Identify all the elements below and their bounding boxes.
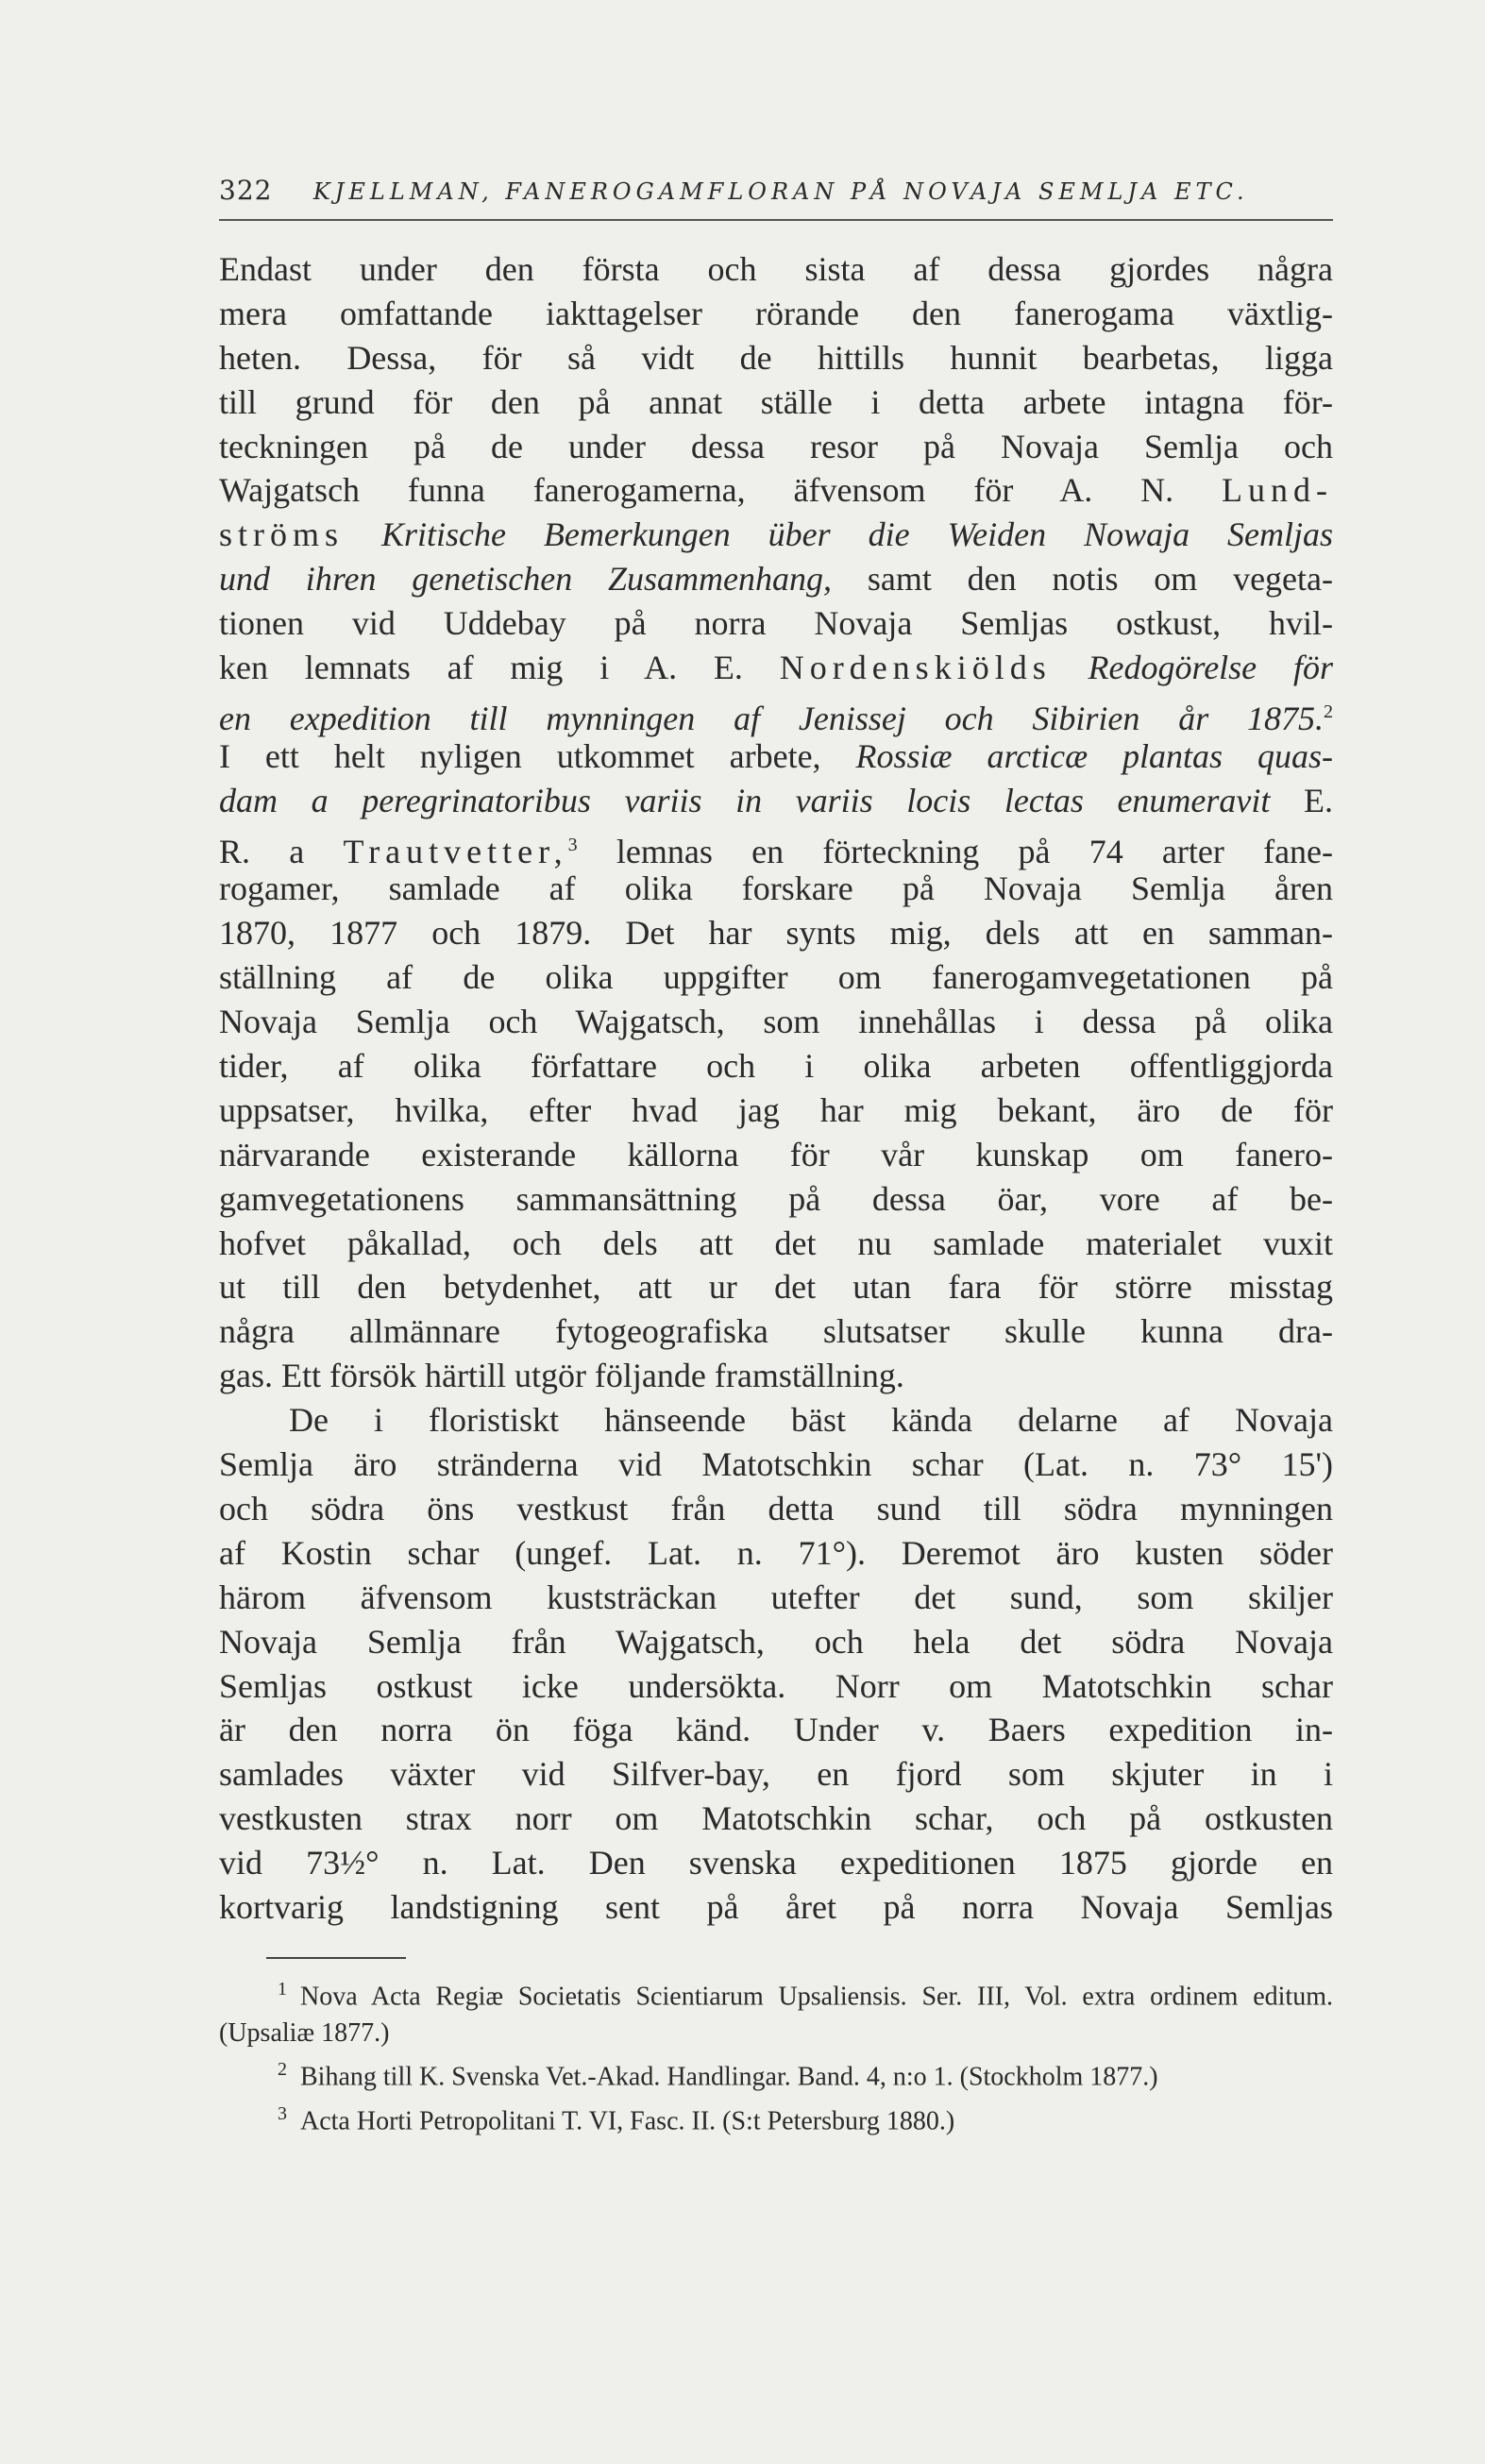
text-line: ställning af de olika uppgifter om fanerogamvegetationen på xyxy=(219,958,1333,997)
text-line: närvarande existerande källorna för vår kunskap om fanero- xyxy=(219,1135,1333,1173)
text-line xyxy=(219,646,1333,690)
text-line xyxy=(219,690,1333,737)
text-line: gas. Ett försök härtill utgör följande framställning. xyxy=(219,1357,904,1395)
text-line: heten. Dessa, för så vidt de hittills hunnit bearbetas, ligga xyxy=(219,338,1333,377)
text-line xyxy=(219,557,1333,601)
text-line xyxy=(219,779,1333,823)
footnote-ref: 3 xyxy=(567,834,578,855)
text-segment: Wajgatsch funna fanerogamerna, äfvensom för A. N. xyxy=(219,471,1174,510)
text-line: De i floristiskt hänseende bäst kända delarne af Novaja xyxy=(289,1401,1333,1440)
text-line: vid 73½° n. Lat. Den svenska expeditionen 1875 gjorde en xyxy=(219,1844,1333,1882)
text-line xyxy=(219,468,1333,513)
running-title: KJELLMAN, FANEROGAMFLORAN PÅ NOVAJA SEMLJA ETC. xyxy=(312,178,1249,205)
text-line: rogamer, samlade af olika forskare på Novaja Semlja åren xyxy=(219,869,1333,908)
text-line xyxy=(219,513,1333,557)
text-segment: R. a xyxy=(219,832,305,870)
footnote xyxy=(219,1971,1333,2051)
text-line: uppsatser, hvilka, efter hvad jag har mig bekant, äro de för xyxy=(219,1090,1333,1129)
author-name: Trautvetter, xyxy=(343,832,568,870)
work-title: Kritische Bemerkungen über die Weiden Nowaja Semljas xyxy=(380,515,1333,554)
author-name: ströms xyxy=(219,515,345,554)
page-number: 322 xyxy=(219,175,273,206)
work-title: en expedition till mynningen af Jenissej och Sibirien år 1875. xyxy=(219,699,1324,737)
text-line: af Kostin schar (ungef. Lat. n. 71°). Deremot äro kusten söder xyxy=(219,1533,1333,1572)
header-rule xyxy=(219,219,1333,221)
work-title: Rossiæ arcticæ plantas quas- xyxy=(855,736,1333,775)
text-segment: samt den notis om vegeta- xyxy=(867,560,1333,599)
text-line: ut till den betydenhet, att ur det utan fara för större misstag xyxy=(219,1268,1333,1307)
footnote-mark: 2 xyxy=(278,2059,287,2081)
text-line: några allmännare fytogeografiska slutsatser skulle kunna dra- xyxy=(219,1312,1333,1351)
text-line: hofvet påkallad, och dels att det nu samlade materialet vuxit xyxy=(219,1224,1333,1262)
text-line: är den norra ön föga känd. Under v. Baers expedition in- xyxy=(219,1711,1333,1749)
author-name: Lund- xyxy=(1222,471,1333,510)
text-line: kortvarig landstigning sent på året på norra Novaja Semljas xyxy=(219,1887,1333,1926)
text-segment: E. xyxy=(1304,781,1333,819)
running-header xyxy=(219,175,1333,206)
text-line: Novaja Semlja från Wajgatsch, och hela det södra Novaja xyxy=(219,1622,1333,1661)
footnote-mark: 3 xyxy=(278,2103,287,2125)
text-line: gamvegetationens sammansättning på dessa öar, vore af be- xyxy=(219,1179,1333,1218)
footnote-text: Nova Acta Regiæ Societatis Scientiarum Upsaliensis. Ser. III, Vol. extra ordinem editum. (Upsaliæ 1877.) xyxy=(219,1982,1333,2048)
text-line: 1870, 1877 och 1879. Det har synts mig, dels att en samman- xyxy=(219,914,1333,953)
text-line: och södra öns vestkust från detta sund till södra mynningen xyxy=(219,1489,1333,1527)
text-line: samlades växter vid Silfver-bay, en fjord som skjuter in i xyxy=(219,1755,1333,1794)
text-line: tionen vid Uddebay på norra Novaja Semljas ostkust, hvil- xyxy=(219,604,1333,643)
footnote-ref: 2 xyxy=(1324,700,1333,722)
text-line: Novaja Semlja och Wajgatsch, som innehållas i dessa på olika xyxy=(219,1003,1333,1041)
footnotes xyxy=(219,1971,1333,2140)
text-line: Semljas ostkust icke undersökta. Norr om Matotschkin schar xyxy=(219,1666,1333,1705)
text-line: härom äfvensom kuststräckan utefter det sund, som skiljer xyxy=(219,1578,1333,1616)
footnote xyxy=(219,2096,1333,2140)
text-line: tider, af olika författare och i olika arbeten offentliggjorda xyxy=(219,1047,1333,1086)
footnote-text: Bihang till K. Svenska Vet.-Akad. Handlingar. Band. 4, n:o 1. (Stockholm 1877.) xyxy=(300,2062,1158,2092)
text-segment: lemnas en förteckning på 74 arter fane- xyxy=(616,832,1334,870)
text-line xyxy=(219,734,1333,779)
text-line: vestkusten strax norr om Matotschkin schar, och på ostkusten xyxy=(219,1799,1333,1838)
text-line: mera omfattande iakttagelser rörande den fanerogama växtlig- xyxy=(219,294,1333,332)
author-name: Nordenskiölds xyxy=(779,649,1052,687)
text-line: teckningen på de under dessa resor på Novaja Semlja och xyxy=(219,427,1333,465)
body-text xyxy=(219,247,1333,1930)
text-line xyxy=(219,823,1333,868)
text-line: till grund för den på annat ställe i detta arbete intagna för- xyxy=(219,382,1333,421)
text-segment: I ett helt nyligen utkommet arbete, xyxy=(219,736,821,775)
footnote-text: Acta Horti Petropolitani T. VI, Fasc. II. (S:t Petersburg 1880.) xyxy=(300,2106,955,2136)
footnote-mark: 1 xyxy=(278,1979,287,2000)
text-line: Endast under den första och sista af dessa gjordes några xyxy=(219,250,1333,288)
work-title: Redogörelse för xyxy=(1088,649,1333,687)
text-segment: ken lemnats af mig i A. E. xyxy=(219,649,743,687)
work-title: dam a peregrinatoribus variis in variis locis lectas enumeravit xyxy=(219,781,1271,819)
footnote-rule xyxy=(266,1957,406,1959)
text-line: Semlja äro stränderna vid Matotschkin schar (Lat. n. 73° 15') xyxy=(219,1445,1333,1484)
footnote xyxy=(219,2051,1333,2096)
work-title: und ihren genetischen Zusammenhang, xyxy=(219,560,833,599)
